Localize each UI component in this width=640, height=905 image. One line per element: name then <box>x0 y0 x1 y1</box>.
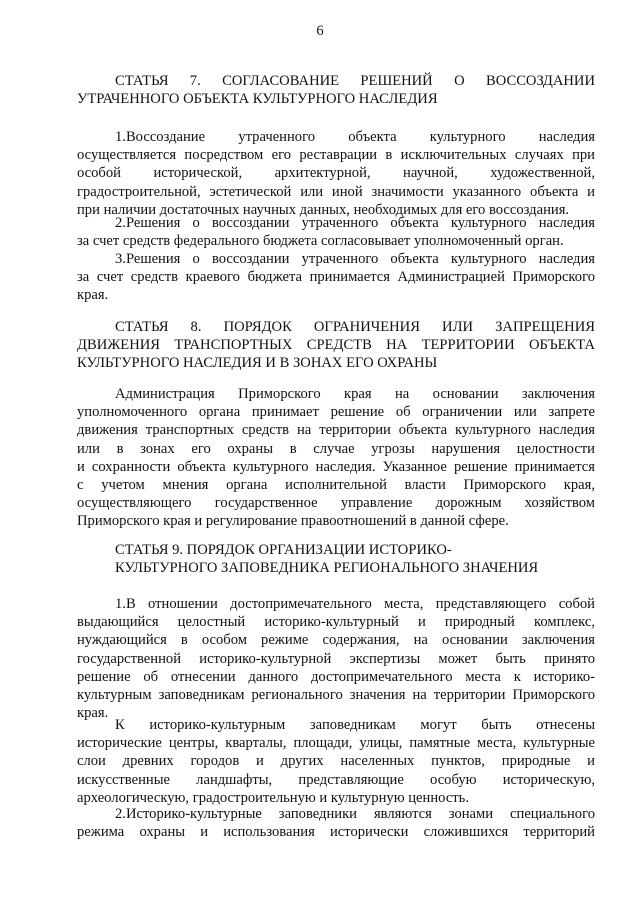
text-line: нуждающийся в особом режиме содержания, на основании заключения <box>77 632 595 649</box>
text-line: исторические центры, кварталы, площади, улицы, памятные места, культурные <box>77 735 595 752</box>
text-line: особой исторической, архитектурной, научной, художественной, <box>77 165 595 182</box>
text-line: 1.Воссоздание утраченного объекта культурного наследия <box>115 129 595 145</box>
text-line: 3.Решения о воссоздании утраченного объекта культурного наследия <box>115 251 595 267</box>
text-line: осуществляется посредством его реставрации в исключительных случаях при <box>77 147 595 164</box>
text-line: государственной историко-культурной экспертизы может быть принято <box>77 650 595 667</box>
article-9-paragraph-3 <box>77 805 595 841</box>
heading-line: СТАТЬЯ 8. ПОРЯДОК ОГРАНИЧЕНИЯ ИЛИ ЗАПРЕЩЕНИЯ <box>115 319 595 335</box>
text-line: за счет средств федерального бюджета согласовывает уполномоченный орган. <box>77 233 564 250</box>
page-number: 6 <box>316 23 324 39</box>
article-9-paragraph-2 <box>77 716 595 807</box>
text-line: 2.Историко-культурные заповедники являются зонами специального <box>115 806 595 822</box>
text-line: 2.Решения о воссоздании утраченного объекта культурного наследия <box>115 215 595 231</box>
text-line: и сохранности объекта культурного наследия. Указанное решение принимается <box>77 458 595 475</box>
text-line: за счет средств краевого бюджета принимается Администрацией Приморского <box>77 269 595 286</box>
text-line: решение об отнесении данного достопримечательного места к историко- <box>77 668 595 685</box>
text-line: градостроительной, эстетической или иной значимости указанного объекта и <box>77 183 595 200</box>
article-9-heading <box>77 541 595 577</box>
text-line: при наличии достаточных научных данных, необходимых для его воссоздания. <box>77 201 570 218</box>
article-9-paragraph-1 <box>77 595 595 722</box>
text-line: археологическую, градостроительную и культурную ценность. <box>77 789 469 806</box>
heading-line: СТАТЬЯ 7. СОГЛАСОВАНИЕ РЕШЕНИЙ О ВОССОЗДАНИИ <box>115 73 595 89</box>
article-7-paragraph-3 <box>77 250 595 305</box>
text-line: Администрация Приморского края на основании заключения <box>115 386 595 402</box>
text-line: края. <box>77 287 109 304</box>
text-line: уполномоченного органа принимает решение об ограничении или запрете <box>77 404 595 421</box>
heading-line: ДВИЖЕНИЯ ТРАНСПОРТНЫХ СРЕДСТВ НА ТЕРРИТОРИИ ОБЪЕКТА <box>77 337 595 354</box>
text-line: культурным заповедникам регионального значения на территории Приморского <box>77 687 595 704</box>
article-7-paragraph-1 <box>77 128 595 219</box>
heading-line: КУЛЬТУРНОГО НАСЛЕДИЯ И В ЗОНАХ ЕГО ОХРАНЫ <box>77 355 438 372</box>
heading-line: СТАТЬЯ 9. ПОРЯДОК ОРГАНИЗАЦИИ ИСТОРИКО- <box>115 542 452 558</box>
article-7-paragraph-2 <box>77 214 595 250</box>
text-line: осуществляющего государственное управление дорожным хозяйством <box>77 495 595 512</box>
heading-line: УТРАЧЕННОГО ОБЪЕКТА КУЛЬТУРНОГО НАСЛЕДИЯ <box>77 91 438 108</box>
text-line: движения транспортных средств на территории объекта культурного наследия <box>77 422 595 439</box>
text-line: края. <box>77 705 109 722</box>
text-line: режима охраны и использования исторически сложившихся территорий <box>77 824 595 841</box>
article-7-heading <box>77 72 595 108</box>
article-8-heading <box>77 318 595 373</box>
text-line: Приморского края и регулирование правоотношений в данной сфере. <box>77 513 509 530</box>
text-line: или в зонах его охраны в случае угрозы нарушения целостности <box>77 440 595 457</box>
text-line: К историко-культурным заповедникам могут быть отнесены <box>115 717 595 733</box>
text-line: искусственные ландшафты, представляющие особую историческую, <box>77 771 595 788</box>
text-line: 1.В отношении достопримечательного места, представляющего собой <box>115 596 595 612</box>
text-line: слои древних городов и других населенных пунктов, природные и <box>77 753 595 770</box>
heading-line: КУЛЬТУРНОГО ЗАПОВЕДНИКА РЕГИОНАЛЬНОГО ЗНАЧЕНИЯ <box>115 560 539 577</box>
text-line: с учетом мнения органа исполнительной власти Приморского края, <box>77 477 595 494</box>
text-line: выдающийся целостный историко-культурный и природный комплекс, <box>77 614 595 631</box>
article-8-paragraph-1 <box>77 385 595 531</box>
